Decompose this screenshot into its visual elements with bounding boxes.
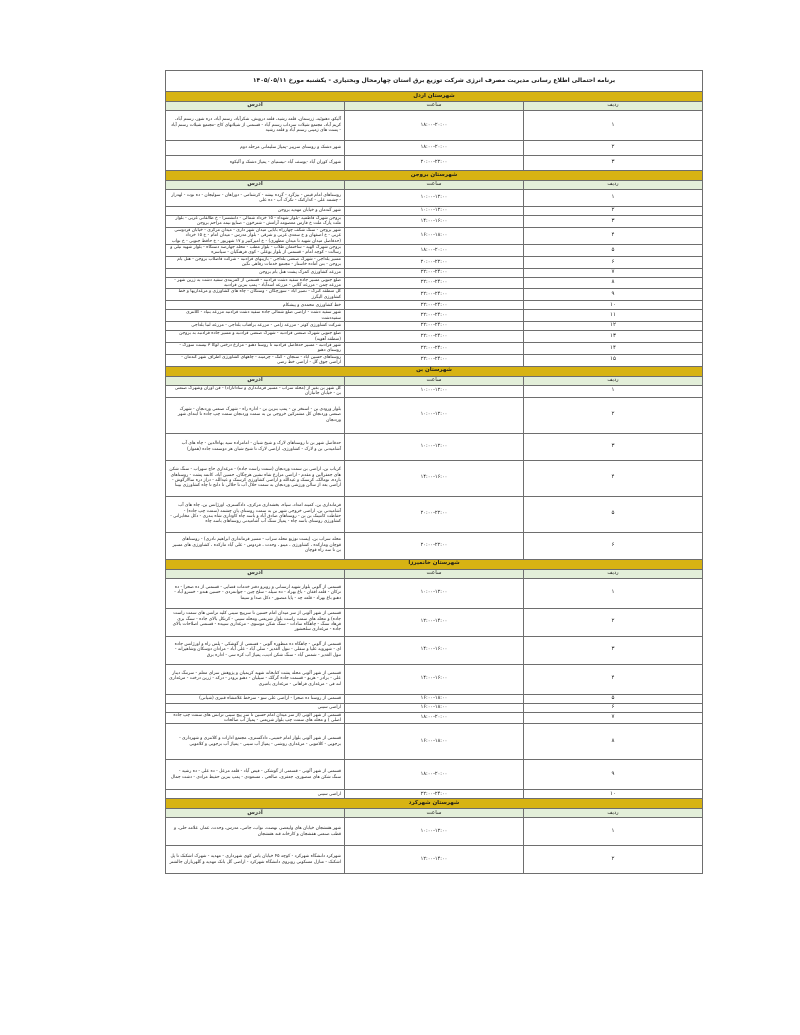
row-index: ۵	[524, 245, 703, 257]
table-row	[166, 846, 703, 874]
row-index: ۳	[524, 636, 703, 664]
county-header-row	[166, 799, 703, 809]
schedule-table-body	[166, 71, 703, 874]
row-time: ۱۸:۰۰-۲۰:۰۰	[345, 245, 524, 257]
table-row	[166, 760, 703, 790]
table-row	[166, 301, 703, 310]
table-row	[166, 268, 703, 277]
row-index: ۸	[524, 724, 703, 760]
row-time: ۱۲:۰۰-۱۴:۰۰	[345, 846, 524, 874]
table-row	[166, 496, 703, 532]
row-time: ۲۰:۰۰-۲۲:۰۰	[345, 532, 524, 559]
table-row	[166, 724, 703, 760]
row-time: ۲۰:۰۰-۲۲:۰۰	[345, 256, 524, 268]
schedule-sheet	[165, 70, 703, 874]
row-time: ۲۰:۰۰-۲۲:۰۰	[345, 156, 524, 171]
column-header-time: ساعت	[345, 809, 524, 818]
row-time: ۲۲:۰۰-۲۴:۰۰	[345, 322, 524, 331]
table-row	[166, 156, 703, 171]
row-index: ۷	[524, 268, 703, 277]
row-address: بلوار ورودی بن - استخر بن - پمپ بنزین بن - اداره راه - شهرک صنعتی وردنجان - شهرک صنعتی وردنجان کل مشترکین خروجی بن به سمت وردنجان سمت چپ جاده تا ابتدای شهر وردنجان	[166, 397, 345, 433]
row-address: مسیر بلداجی - شهرک صنعتی بلداجی - بازیبهای فرادنبه - شرکت فاضلاب بروجن - هتل بام بروجن - بتن آماده خاستار - مجتمع خدمات رفاهی نگین	[166, 256, 345, 268]
row-time: ۱۰:۰۰-۱۲:۰۰	[345, 385, 524, 397]
row-address: قسمتی از شهر آلونی (از سر میدان امام حسین تا سر پیچ سینی ترانس های سمت چپ جاده اصلی ) و محله های سمت چپ بلوار شریعتی - پمپاژ آب صالحات	[166, 712, 345, 724]
row-index: ۹	[524, 289, 703, 301]
column-header-time: ساعت	[345, 569, 524, 578]
row-time: ۱۰:۰۰-۱۲:۰۰	[345, 818, 524, 846]
row-index: ۶	[524, 532, 703, 559]
row-index: ۱۵	[524, 354, 703, 366]
row-address: خط کشاورزی محمدی و پیشکام	[166, 301, 345, 310]
table-row	[166, 111, 703, 141]
column-header-time: ساعت	[345, 181, 524, 190]
column-header-address: آدرس	[166, 809, 345, 818]
row-time: ۲۲:۰۰-۲۴:۰۰	[345, 277, 524, 289]
row-index: ۳	[524, 156, 703, 171]
row-address: کل منطقه کنرک - نصیر آباد - سورچگان - وستگان - چاه های کشاورزی و مرغداریها و خط کشاورزی الیگرز	[166, 289, 345, 301]
row-address: قسمتی از آلونی بلوار شهید ارسنانی و روبرو دفتر خدمات قضایی - قسمتی از ده صحرا - ده ترکان - قلعه افغان - باغ بهراد - ده سیله - سلخ چین - جوانمردی - حسین هندو - خسرو آباد - دهنو باغ بهراد - قلعه چه - پایا منصور - دکل صدا و سیما	[166, 578, 345, 608]
row-address: روستاهای حسین آباد - سنجان - کنک - چرمینه - چاههای کشاورزی اطراف شهر گندمان - اراضی جوق گل - اراضی خط رضی	[166, 354, 345, 366]
table-row	[166, 342, 703, 354]
row-address: اراضی سینی	[166, 790, 345, 799]
table-row	[166, 141, 703, 156]
table-row	[166, 245, 703, 257]
table-row	[166, 790, 703, 799]
row-time: ۱۰:۰۰-۱۲:۰۰	[345, 397, 524, 433]
column-header-row	[166, 181, 703, 190]
row-time: ۱۴:۰۰-۱۶:۰۰	[345, 636, 524, 664]
row-address: روستاهای امام قیس - بیژگرد - گرده بیشه - کرشتامی - دوراهان - سولیجان - ده نوت - لهدرار - چشمه علی - کدارکنک - تکرک آب - ده علی	[166, 190, 345, 207]
county-header-row	[166, 92, 703, 102]
row-time: ۲۲:۰۰-۲۴:۰۰	[345, 342, 524, 354]
row-index: ۱	[524, 818, 703, 846]
row-address: فرمانداری بن، کمیته امداد، سپاه، بخشداری مرکزی، دادگستری، اورژانس بن، چاه های آب آشامیدنی بن، اراضی خروجی شهر بن به سمت روستای یان چشمه (سمت چپ جاده) - حفاظت کانتینک بن بن - روستاهای صادق آباد و باسه چاه کاوداری شاه بندری - دکل مخابراتی - کشاورزی روستای باسه چاه - پمپاژ سنگ آب آشامیدنی روستاهای باسه چاه	[166, 496, 345, 532]
row-time: ۱۸:۰۰-۲۰:۰۰	[345, 760, 524, 790]
row-time: ۲۲:۰۰-۲۴:۰۰	[345, 354, 524, 366]
row-index: ۴	[524, 664, 703, 694]
row-address: شهر دشتک و روستای سرپیر -پمپاژ سلیمانی مرحله دوم	[166, 141, 345, 156]
row-index: ۲	[524, 846, 703, 874]
table-row	[166, 532, 703, 559]
row-index: ۱	[524, 385, 703, 397]
column-header-address: آدرس	[166, 102, 345, 111]
row-time: ۱۰:۰۰-۱۲:۰۰	[345, 578, 524, 608]
row-index: ۲	[524, 397, 703, 433]
table-row	[166, 703, 703, 712]
column-header-index: ردیف	[524, 569, 703, 578]
row-index: ۱	[524, 111, 703, 141]
column-header-row	[166, 376, 703, 385]
county-header-row	[166, 366, 703, 376]
table-row	[166, 694, 703, 703]
row-time: ۲۲:۰۰-۲۴:۰۰	[345, 331, 524, 343]
row-time: ۲۲:۰۰-۲۴:۰۰	[345, 268, 524, 277]
row-index: ۳	[524, 216, 703, 228]
row-address: ضلع جنوبی مسیر جاده سفید دشت فرادنبه - قسمتی از کمربندی سفید دشت به زرین شهر - مزرعه چمن - مزرعه گلابی - مزرعه اسدآباد - پمپ بنزین فرادنبه	[166, 277, 345, 289]
row-address: بروجن شهرک فاطمیه -بلوار شهداء - ۱۵ خرداد شمالی - دانشسرا - خ طالقانی غربی - بلوار ملت پارک ملت خ فارس معصومه آرامش - شترخون - صنایع نیمه مزاحم بروجن	[166, 216, 345, 228]
column-header-row	[166, 569, 703, 578]
row-address: شهر فرادنبه - مسیر حدفاصل فرادنبه تا روستا دهنو - مزارع درختی لوکا ۳ بیست سورک - روستای دهنو	[166, 342, 345, 354]
row-time: ۱۴:۰۰-۱۶:۰۰	[345, 664, 524, 694]
table-row	[166, 256, 703, 268]
row-index: ۲	[524, 207, 703, 216]
row-time: ۱۸:۰۰-۲۰:۰۰	[345, 111, 524, 141]
table-row	[166, 397, 703, 433]
row-time: ۱۶:۰۰-۱۸:۰۰	[345, 227, 524, 244]
row-address: کرباب بن، اراضی بن سمت وردنجان (سمت راست جاده) - مرغداری حاج سهراب - سنگ شکن های جعفرالین و مقدم - اراضی مزارع شاه نشین هرچگان، حسین آباد، کانمه پشت - روستاهای بارده، نومالک، کرسنک و عیدالله و اراضی کشاورزی کرسنک و عیدالله - دراز دره سالارگوش - اراضی بعد از سالن ورزشی وردنجان به سمت حلال آب تا حلالی تا دانچ تا چاه کشاورزی بیبنا	[166, 460, 345, 496]
county-header-row	[166, 559, 703, 569]
row-time: ۲۲:۰۰-۲۴:۰۰	[345, 310, 524, 322]
county-name: شهرستان اردل	[166, 92, 703, 102]
table-row	[166, 385, 703, 397]
row-time: ۱۰:۰۰-۱۲:۰۰	[345, 433, 524, 460]
schedule-table	[165, 70, 703, 874]
row-index: ۱	[524, 190, 703, 207]
row-index: ۷	[524, 712, 703, 724]
row-time: ۱۰:۰۰-۱۲:۰۰	[345, 207, 524, 216]
row-address: شهرکرد دانشگاه شهرکرد - کوچه ۴۵ خیابان یاس کوی شهرداری - مهدیه - شهرک اشکنک تا پل اشکنک - منازل مسکونی روبروی دانشگاه شهرکرد - اراضی گل بانک مهدیه و گلهرباران جالشتر	[166, 846, 345, 874]
table-row	[166, 636, 703, 664]
row-index: ۴	[524, 227, 703, 244]
table-row	[166, 322, 703, 331]
column-header-index: ردیف	[524, 102, 703, 111]
row-address: اراضی سینی	[166, 703, 345, 712]
row-address: قسمتی از شهر آلونی - قسمتی از گوشکی - فیض آباد - قلعه مزعل - ده علی - ده رشید - سنگ شکن های منصوری، جعفری، صالحی ، مسعودی - پمپ بنزین حفیظ مرادی - دشت جمال	[166, 760, 345, 790]
row-time: ۱۸:۰۰-۲۰:۰۰	[345, 712, 524, 724]
column-header-index: ردیف	[524, 181, 703, 190]
row-address: مزرعه کشاورزی کمرک پشت هتل بام بروجن	[166, 268, 345, 277]
row-address: شهر سفید دشت - اراضی ضلع شمالی جاده سفید دشت فرادنبه مزرعه بنیاد - کلانتری سفیددشت	[166, 310, 345, 322]
column-header-index: ردیف	[524, 809, 703, 818]
column-header-row	[166, 102, 703, 111]
row-address: قسمتی از شهر آلونی بلوار امام خمینی، دادگستری، مجتمع ادارات و کلانتری و شهرداری - برجویی - کلاموبی - مرغداری روشنی - پمپاژ آب سینی - پمپاژ آب برجویی و کلاموبی	[166, 724, 345, 760]
row-address: شهر هفشجان خیابان های ولیعصر، نهضت، نواب، جامی، مدرس، وحدت، عمار، علامه حلی، و قطب صنعتی هفشجان و کارخانه قند هفشجان	[166, 818, 345, 846]
row-index: ۱۴	[524, 342, 703, 354]
title-row	[166, 71, 703, 92]
table-row	[166, 207, 703, 216]
row-address: شهرک کوران آباد -یوسف آباد -نیستیای - پمپاژ دشتک و آلیکوه	[166, 156, 345, 171]
row-address: ضلع جنوبی شهرک صنعتی فرادنبه - شهرک صنعتی فرادنبه و مسیر جاده فرادنبه به بروجن (منطقه آهویه)	[166, 331, 345, 343]
row-index: ۵	[524, 694, 703, 703]
row-index: ۸	[524, 277, 703, 289]
row-time: ۱۴:۰۰-۱۶:۰۰	[345, 460, 524, 496]
table-row	[166, 608, 703, 636]
row-time: ۲۲:۰۰-۲۴:۰۰	[345, 301, 524, 310]
row-index: ۲	[524, 608, 703, 636]
row-time: ۱۸:۰۰-۲۰:۰۰	[345, 141, 524, 156]
row-time: ۱۴:۰۰-۱۶:۰۰	[345, 216, 524, 228]
row-index: ۶	[524, 256, 703, 268]
row-index: ۲	[524, 141, 703, 156]
column-header-time: ساعت	[345, 102, 524, 111]
column-header-index: ردیف	[524, 376, 703, 385]
row-address: حدفاصل شهر بن تا روستاهای لارک و شیخ شبان - امامزاده سید بهاءالدین - چاه های آب آشامیدنی بن و لارک - کشاورزی، اراضی لارک تا شیخ شبان هر دوسمت جاده (هموار)	[166, 433, 345, 460]
row-address: قسمتی از روستا ده صحرا - اراضی علی سو - سرخط غلامشاه قنبری (شیانی)	[166, 694, 345, 703]
table-row	[166, 289, 703, 301]
table-row	[166, 712, 703, 724]
table-row	[166, 354, 703, 366]
county-header-row	[166, 171, 703, 181]
column-header-address: آدرس	[166, 376, 345, 385]
table-row	[166, 818, 703, 846]
row-index: ۱۲	[524, 322, 703, 331]
row-address: قسمتی از شهر آلونی از سر میدان امام حسین تا سرپیچ سینی کلیه ترانس های سمت راست جاده) و محله های سمت راست بلوار شریعتی ومحله سینی - کرتکل بالای جاده - سنگ بری فرهاد سنگ - چاهگاه سادات - سنگ شکن موسوی - مرغداری سپیده - قسمتی اصلاحات بالای جاده - مرغداری سلحشور	[166, 608, 345, 636]
table-row	[166, 433, 703, 460]
row-time: ۲۰:۰۰-۲۲:۰۰	[345, 496, 524, 532]
row-address: شهر گندمان و خیابان مهدیه بروجن	[166, 207, 345, 216]
column-header-address: آدرس	[166, 569, 345, 578]
table-row	[166, 277, 703, 289]
table-row	[166, 310, 703, 322]
row-time: ۱۶:۰۰-۱۸:۰۰	[345, 724, 524, 760]
row-address: قسمتی از شهر آلونی محله پشت کتابخانه شهید کریمیان و پژوهش سرای معلم - سرتنگ دینار علی - برادر - هرنو - قسمت جاده گرگک - سیلیان - دهنو برودر - درکه - زرین درخت - مرغداری لنه فی - مرغداری فراهانی - مرغداری بامبری	[166, 664, 345, 694]
row-address: شهر بروجن - سنگ شکف چهارراه بابایی میدان شهر داری - میدان مرکزی - خیابان فردوسی غربی - خ اصفهان و خ سعدی غربی و شرقی - بلوار مدرس - میدان امام - خ ۱۵ خرداد (حدفاصل میدان شهید تا میدان مطهری) - خ امیرکبیر و ۱۷ شهریور - خ حافظ جنوبی - خ نواب	[166, 227, 345, 244]
row-time: ۱۶:۰۰-۱۸:۰۰	[345, 694, 524, 703]
row-address: بروجن شهرک الهیه - ساختمان طلاب - بلوار مطب - محله جهارصد دستگاه - بلوار شهید نیلی و رسالت - کوچه امام - قسمتی از بلوار بوعلی - کوی فرهنگیان - سیاسره	[166, 245, 345, 257]
row-address: محله سراب بن، (پست توزیع محله سراب - مسیر فرمانداری ابراهیم نادری) - روستاهای قوچان ومارکده ، کشاورزی ، مینو ، وحدت ، فردوس - علی آباد مارکده ، کشاورزی های مسیر بن تا سه راه قوچان	[166, 532, 345, 559]
document-title: برنامه احتمالی اطلاع رسانی مدیریت مصرف انرژی شرکت توزیع برق استان چهارمحال وبختیاری - یکشنبه مورخ ۱۴۰۵/۰۵/۱۱	[166, 71, 703, 92]
table-row	[166, 664, 703, 694]
column-header-address: آدرس	[166, 181, 345, 190]
table-row	[166, 331, 703, 343]
row-index: ۱	[524, 578, 703, 608]
row-index: ۱۰	[524, 301, 703, 310]
county-name: شهرستان خانمیرزا	[166, 559, 703, 569]
row-time: ۱۰:۰۰-۱۲:۰۰	[345, 190, 524, 207]
table-row	[166, 216, 703, 228]
row-address: قسمتی از آلونی - چاهگاه ده منظوره آلونی - قسمتی از گوشکی - پلس راه و اورژانس جاده ای - شهرویه علیا و سفلی - تنول الغدیر - سلی آباد - علی آباد - مرادان دوسکان وشاهیرانه - تنول الغدیر - شمس آباد - سنگ شکن ادیب، پمپاژ آب کره سی - اداره برق	[166, 636, 345, 664]
county-name: شهرستان بن	[166, 366, 703, 376]
row-index: ۳	[524, 433, 703, 460]
row-index: ۱۱	[524, 310, 703, 322]
county-name: شهرستان بروجن	[166, 171, 703, 181]
row-time: ۲۲:۰۰-۲۴:۰۰	[345, 289, 524, 301]
table-row	[166, 460, 703, 496]
row-index: ۱۰	[524, 790, 703, 799]
row-address: آلیکو، دهنوئیه، زرسمان، قلعه رشید، قلعه درویش، شکرآباد، رستم آباد، دره شور، رستم آباد، کریم آباد، مجتمع شیلات سرداب رستم آباد - قسمتی از شیلاتهای کاج -مجتمع شیلات رستم آباد - پست های زمینی رستم آباد و قلعه رشید	[166, 111, 345, 141]
table-row	[166, 190, 703, 207]
row-index: ۶	[524, 703, 703, 712]
table-row	[166, 578, 703, 608]
row-address: شرکت کشاورزی کوثر - مزرعه زامی - مزرعه برافتاب بلداجی - مزرعه لنبا بلداجی	[166, 322, 345, 331]
row-address: کل شهر بن بغیر از (محله سراب - مسیر فرمانداری و ساداتاراد) - فن آوران وشهرک صنعتی بن - خیابان جانبازان	[166, 385, 345, 397]
row-time: ۲۲:۰۰-۲۴:۰۰	[345, 790, 524, 799]
row-time: ۱۶:۰۰-۱۸:۰۰	[345, 703, 524, 712]
column-header-row	[166, 809, 703, 818]
row-time: ۱۲:۰۰-۱۴:۰۰	[345, 608, 524, 636]
table-row	[166, 227, 703, 244]
county-name: شهرستان شهرکرد	[166, 799, 703, 809]
row-index: ۵	[524, 496, 703, 532]
row-index: ۹	[524, 760, 703, 790]
column-header-time: ساعت	[345, 376, 524, 385]
row-index: ۱۳	[524, 331, 703, 343]
row-index: ۴	[524, 460, 703, 496]
